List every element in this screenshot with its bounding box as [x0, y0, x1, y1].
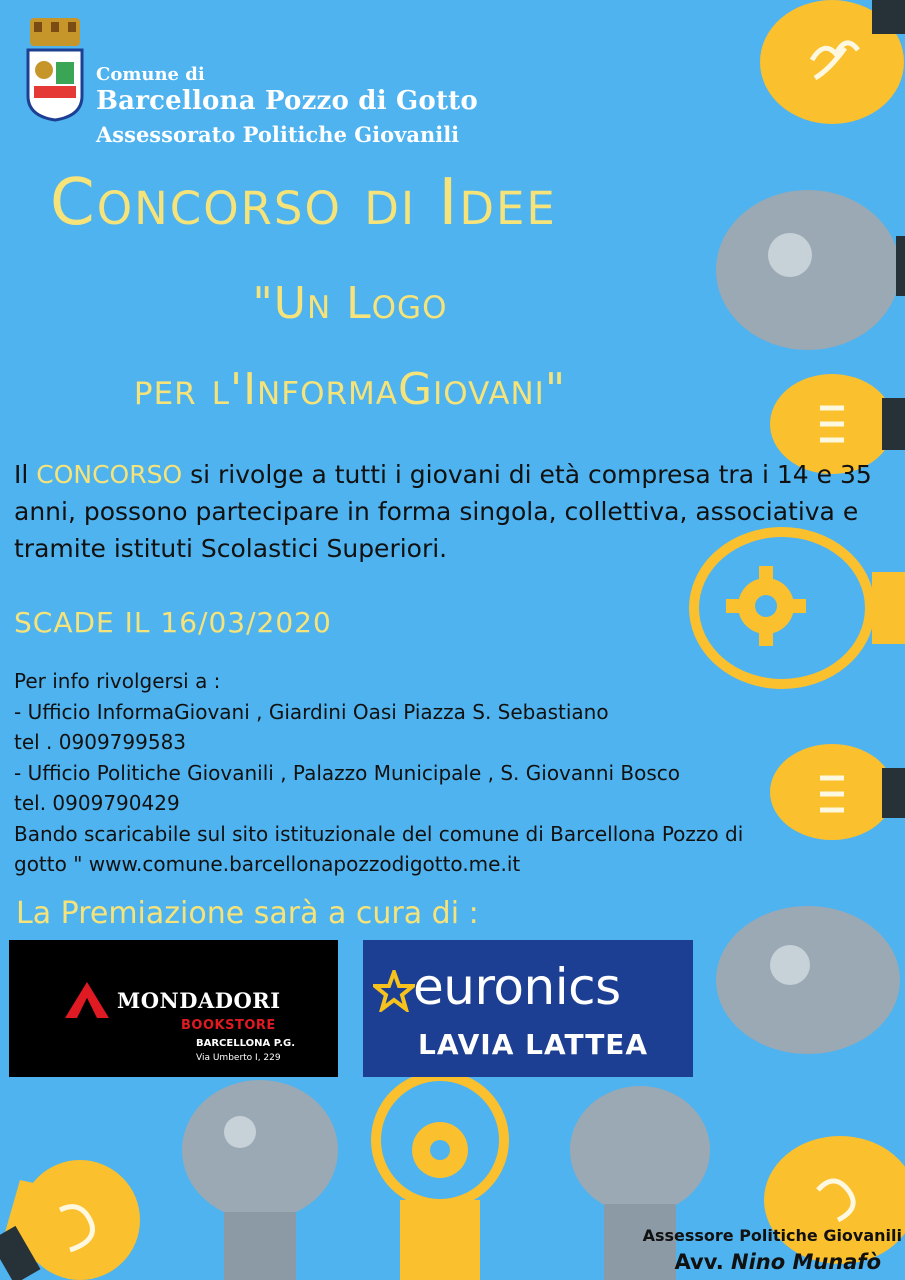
mondadori-bookstore: BOOKSTORE [181, 1018, 276, 1033]
info-line: tel. 0909790429 [14, 791, 180, 815]
header-comune-di: Comune di [96, 64, 205, 85]
signer-name [675, 1250, 881, 1274]
signer-person: Nino Munafò [731, 1250, 881, 1274]
title-main: Concorso di Idee [50, 166, 557, 240]
header-department: Assessorato Politiche Giovanili [96, 122, 460, 147]
euronics-logo [363, 940, 693, 1077]
title-sub2: per l'InformaGiovani" [133, 364, 567, 415]
mondadori-name: MONDADORI [117, 988, 281, 1013]
info-line: gotto " www.comune.barcellonapozzodigotto.me.it [14, 852, 521, 876]
bulb-icon [716, 906, 900, 1054]
intro-text: si rivolge a tutti i giovani di età compresa tra i 14 e 35 anni, possono partecipare in forma singola, collettiva, associativa e tramite istituti Scolastici Superiori. [14, 460, 872, 563]
intro-highlight: CONCORSO [36, 460, 183, 489]
premiazione-heading: La Premiazione sarà a cura di : [16, 896, 479, 931]
mondadori-address: Via Umberto I, 229 [196, 1053, 281, 1063]
info-line: - Ufficio Politiche Giovanili , Palazzo Municipale , S. Giovanni Bosco [14, 760, 681, 785]
info-line: Per info rivolgersi a : [14, 669, 221, 693]
mondadori-logo [9, 940, 338, 1077]
intro-prefix: Il [14, 460, 37, 489]
bulb-icon [760, 0, 905, 124]
euronics-name: euronics [413, 958, 621, 1016]
deadline: SCADE IL 16/03/2020 [14, 606, 332, 639]
bulb-icon [716, 190, 905, 350]
mondadori-mark-icon [63, 980, 111, 1020]
info-line: tel . 0909799583 [14, 730, 187, 754]
title-sub1: "Un Logo [252, 278, 448, 329]
municipal-crest-icon [24, 14, 86, 122]
gear-bulb-icon [376, 1076, 504, 1280]
info-block [14, 666, 874, 880]
signer-prefix: Avv. [674, 1250, 731, 1274]
info-line: - Ufficio InformaGiovani , Giardini Oasi Piazza S. Sebastiano [14, 699, 609, 724]
mondadori-city: BARCELLONA P.G. [196, 1038, 296, 1049]
euronics-sub: LAVIA LATTEA [418, 1028, 649, 1061]
signer-role: Assessore Politiche Giovanili [642, 1226, 902, 1245]
info-line: Bando scaricabile sul sito istituzionale del comune di Barcellona Pozzo di [14, 821, 744, 846]
bulb-icon [182, 1080, 338, 1280]
header-city-name: Barcellona Pozzo di Gotto [96, 86, 478, 116]
bulb-icon [0, 1160, 140, 1280]
intro-paragraph [14, 456, 884, 567]
star-icon [373, 970, 415, 1012]
